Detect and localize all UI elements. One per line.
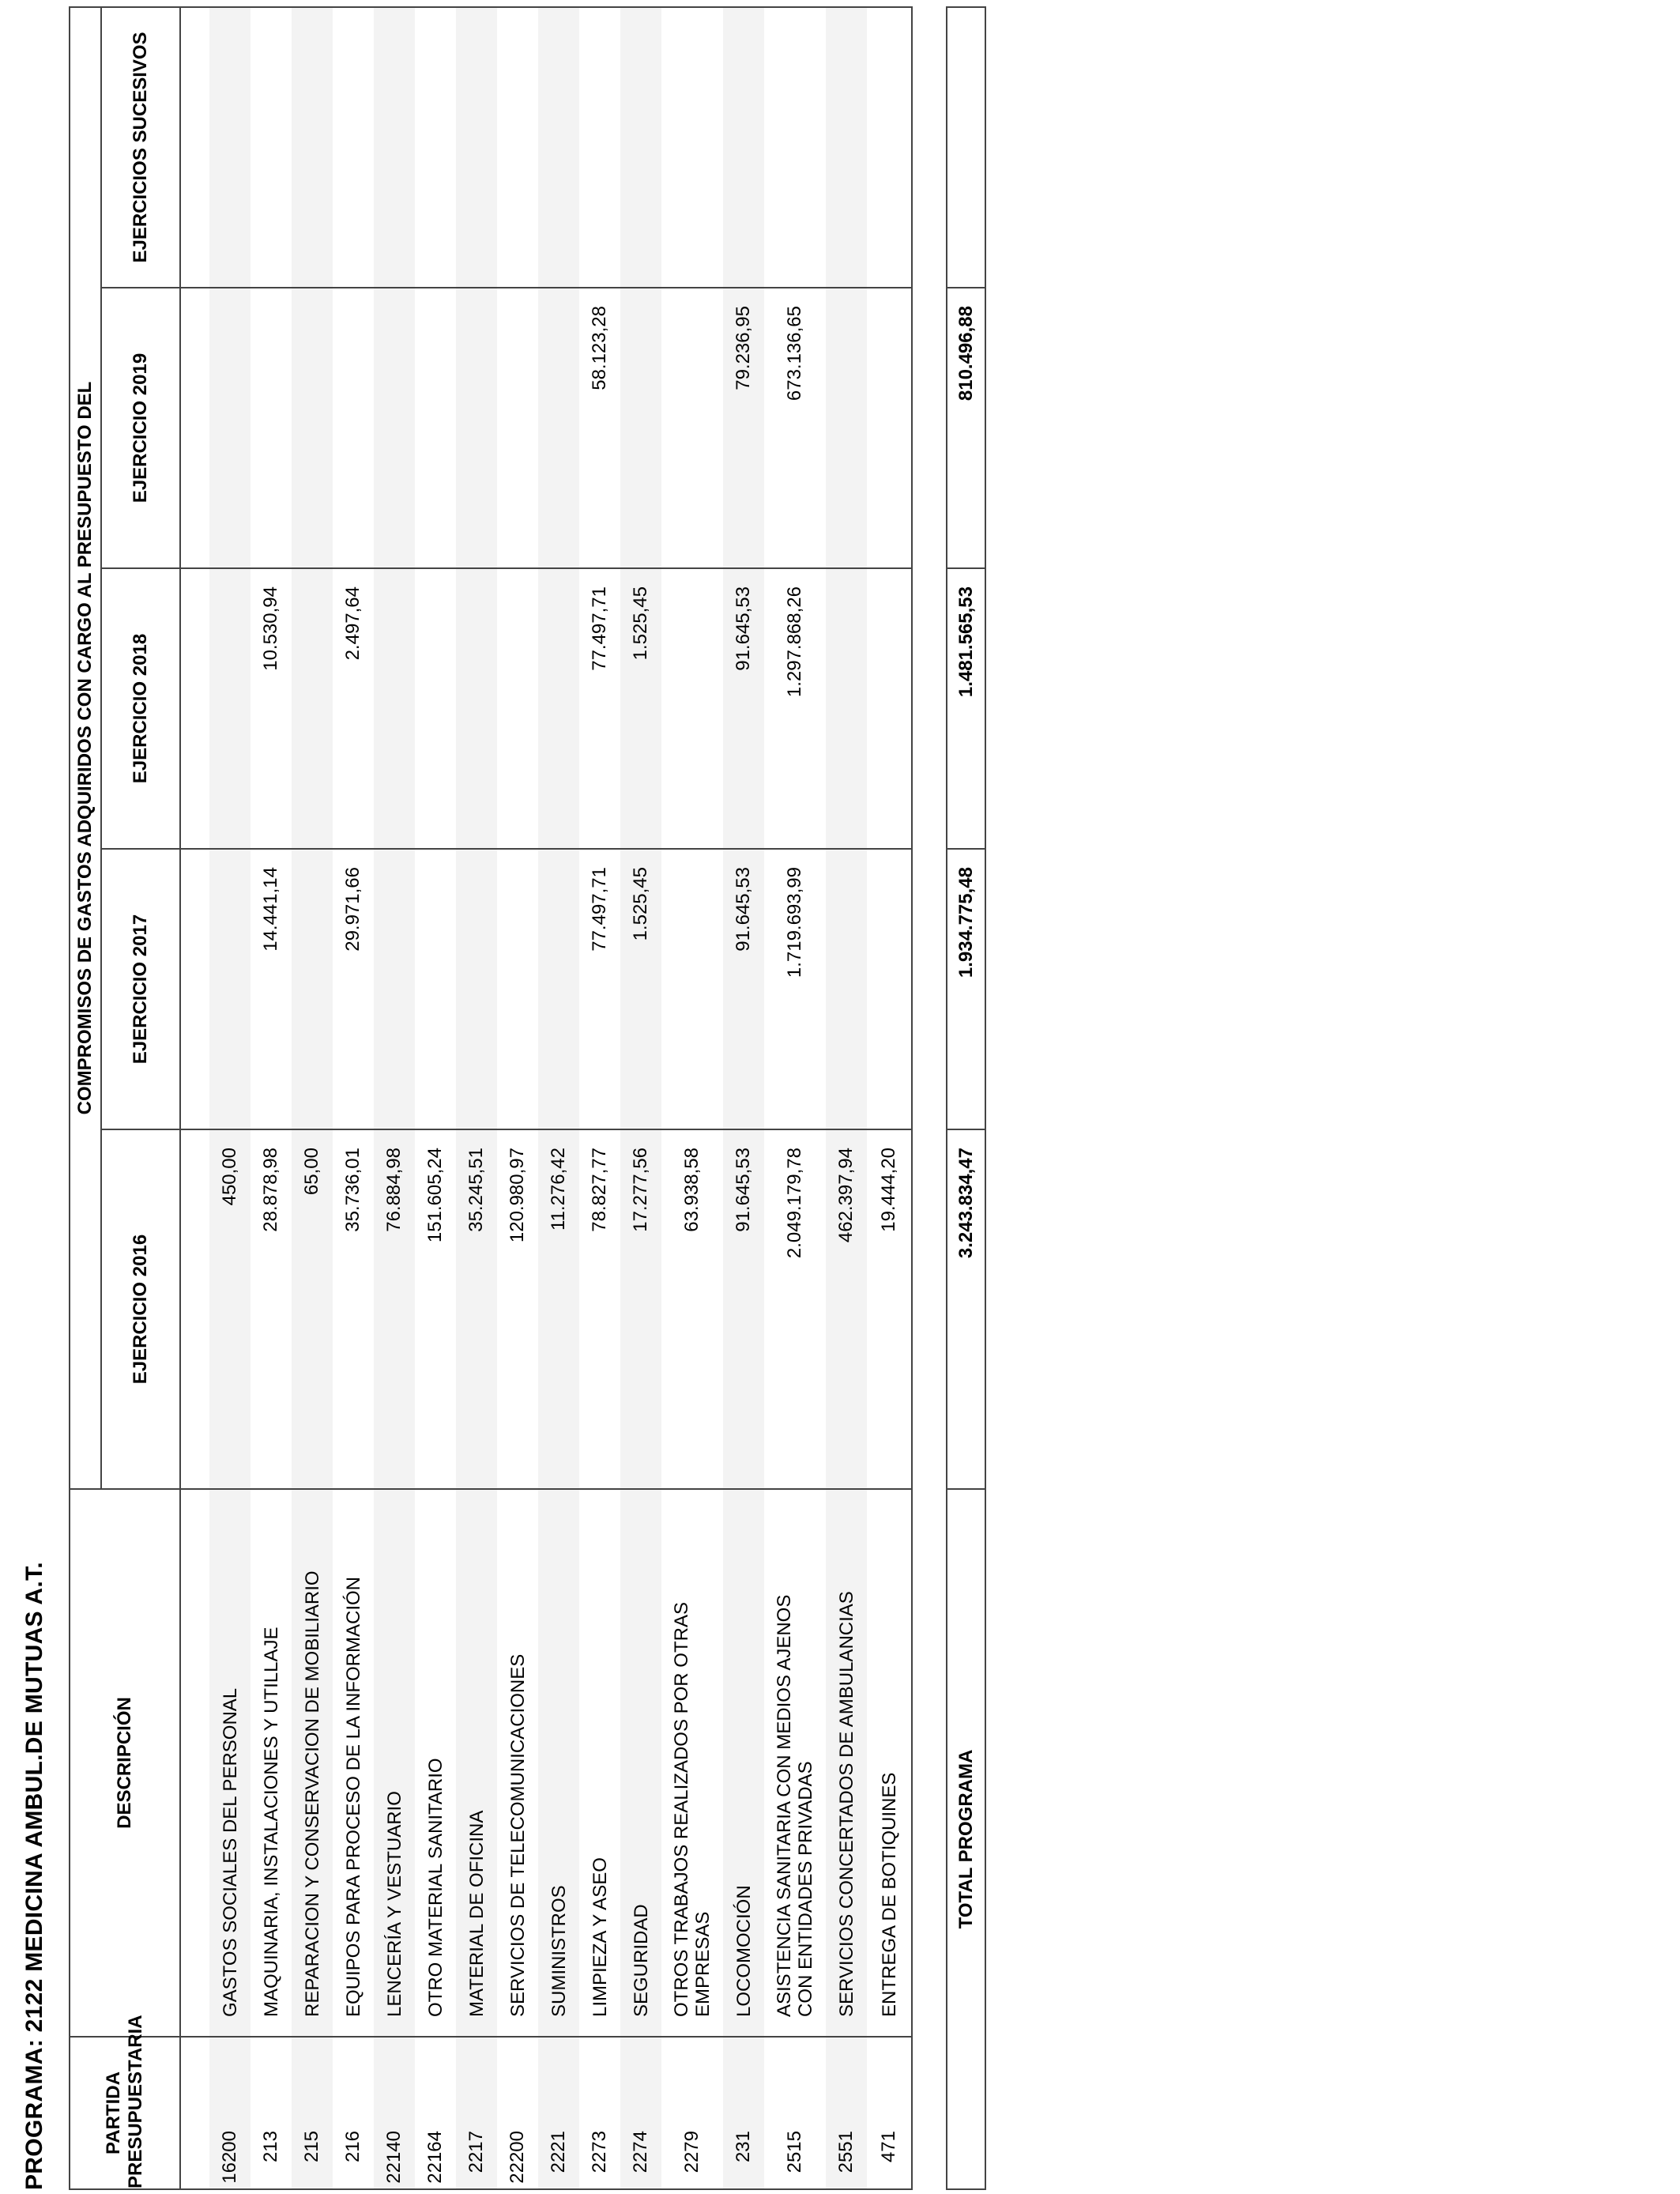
descripcion-cell: EQUIPOS PARA PROCESO DE LA INFORMACIÓN <box>333 1489 374 2037</box>
header-compromisos: COMPROMISOS DE GASTOS ADQUIRIDOS CON CARGO AL PRESUPUESTO DEL <box>70 7 101 1489</box>
ejercicio-2018-cell: 2.497,64 <box>333 568 374 849</box>
ejercicio-2016-cell: 450,00 <box>209 1129 250 1489</box>
ejercicio-2018-cell <box>456 568 497 849</box>
header-ejercicio-2018: EJERCICIO 2018 <box>101 568 180 849</box>
ejercicio-2018-cell: 1.297.868,26 <box>764 568 826 849</box>
ejercicio-2017-cell <box>415 849 456 1129</box>
header-ejercicios-sucesivos: EJERCICIOS SUCESIVOS <box>101 7 180 288</box>
ejercicio-2018-cell: 10.530,94 <box>250 568 292 849</box>
partida-cell: 2551 <box>826 2037 867 2189</box>
descripcion-cell: LENCERÍA Y VESTUARIO <box>374 1489 415 2037</box>
descripcion-cell: ENTREGA DE BOTIQUINES <box>867 1489 912 2037</box>
header-ejercicio-2019: EJERCICIO 2019 <box>101 288 180 568</box>
ejercicio-2018-cell <box>826 568 867 849</box>
ejercicio-2019-cell <box>415 288 456 568</box>
ejercicio-2018-cell <box>415 568 456 849</box>
partida-cell: 2221 <box>538 2037 579 2189</box>
ejercicios-sucesivos-cell <box>250 7 292 288</box>
partida-cell: 2279 <box>661 2037 723 2189</box>
partida-cell: 2515 <box>764 2037 826 2189</box>
partida-cell: 216 <box>333 2037 374 2189</box>
ejercicio-2017-cell: 77.497,71 <box>579 849 620 1129</box>
ejercicio-2016-cell: 35.736,01 <box>333 1129 374 1489</box>
ejercicios-sucesivos-cell <box>374 7 415 288</box>
ejercicios-sucesivos-cell <box>661 7 723 288</box>
ejercicio-2019-cell <box>867 288 912 568</box>
table-row <box>292 7 333 2189</box>
ejercicio-2018-cell <box>867 568 912 849</box>
descripcion-cell: REPARACION Y CONSERVACION DE MOBILIARIO <box>292 1489 333 2037</box>
ejercicio-2018-cell <box>661 568 723 849</box>
ejercicio-2019-cell <box>826 288 867 568</box>
ejercicio-2017-cell <box>538 849 579 1129</box>
ejercicio-2019-cell <box>538 288 579 568</box>
total-2016: 3.243.834,47 <box>947 1129 985 1489</box>
ejercicio-2017-cell <box>374 849 415 1129</box>
descripcion-cell: OTRO MATERIAL SANITARIO <box>415 1489 456 2037</box>
ejercicios-sucesivos-cell <box>497 7 538 288</box>
table-row <box>374 7 415 2189</box>
ejercicio-2016-cell: 2.049.179,78 <box>764 1129 826 1489</box>
ejercicio-2017-cell <box>661 849 723 1129</box>
ejercicio-2019-cell <box>250 288 292 568</box>
ejercicios-sucesivos-cell <box>620 7 661 288</box>
table-row <box>620 7 661 2189</box>
ejercicios-sucesivos-cell <box>333 7 374 288</box>
ejercicio-2018-cell <box>292 568 333 849</box>
header-ejercicio-2017: EJERCICIO 2017 <box>101 849 180 1129</box>
table-row <box>579 7 620 2189</box>
descripcion-cell: LIMPIEZA Y ASEO <box>579 1489 620 2037</box>
ejercicios-sucesivos-cell <box>723 7 764 288</box>
ejercicio-2018-cell: 1.525,45 <box>620 568 661 849</box>
budget-table <box>69 6 913 2190</box>
partida-cell: 2274 <box>620 2037 661 2189</box>
ejercicio-2016-cell: 120.980,97 <box>497 1129 538 1489</box>
ejercicio-2016-cell: 35.245,51 <box>456 1129 497 1489</box>
descripcion-cell: MATERIAL DE OFICINA <box>456 1489 497 2037</box>
partida-cell: 22164 <box>415 2037 456 2189</box>
total-2017: 1.934.775,48 <box>947 849 985 1129</box>
ejercicio-2017-cell: 1.525,45 <box>620 849 661 1129</box>
total-2018: 1.481.565,53 <box>947 568 985 849</box>
ejercicios-sucesivos-cell <box>867 7 912 288</box>
ejercicio-2016-cell: 63.938,58 <box>661 1129 723 1489</box>
ejercicios-sucesivos-cell <box>292 7 333 288</box>
total-2019: 810.496,88 <box>947 288 985 568</box>
ejercicio-2019-cell <box>620 288 661 568</box>
ejercicios-sucesivos-cell <box>826 7 867 288</box>
page-title: PROGRAMA: 2122 MEDICINA AMBUL.DE MUTUAS A.T. <box>21 1562 47 2190</box>
ejercicios-sucesivos-cell <box>415 7 456 288</box>
ejercicio-2019-cell <box>456 288 497 568</box>
total-sucesivos <box>947 7 985 288</box>
table-row <box>415 7 456 2189</box>
table-row <box>764 7 826 2189</box>
descripcion-cell: SUMINISTROS <box>538 1489 579 2037</box>
ejercicio-2019-cell <box>374 288 415 568</box>
table-row <box>209 7 250 2189</box>
ejercicio-2018-cell: 91.645,53 <box>723 568 764 849</box>
total-table <box>946 6 986 2190</box>
ejercicio-2016-cell: 76.884,98 <box>374 1129 415 1489</box>
ejercicio-2017-cell: 1.719.693,99 <box>764 849 826 1129</box>
descripcion-cell: SERVICIOS CONCERTADOS DE AMBULANCIAS <box>826 1489 867 2037</box>
descripcion-cell: OTROS TRABAJOS REALIZADOS POR OTRAS EMPRESAS <box>661 1489 723 2037</box>
ejercicio-2016-cell: 65,00 <box>292 1129 333 1489</box>
ejercicios-sucesivos-cell <box>209 7 250 288</box>
partida-cell: 213 <box>250 2037 292 2189</box>
ejercicios-sucesivos-cell <box>764 7 826 288</box>
ejercicio-2016-cell: 151.605,24 <box>415 1129 456 1489</box>
partida-cell: 471 <box>867 2037 912 2189</box>
ejercicio-2016-cell: 19.444,20 <box>867 1129 912 1489</box>
descripcion-cell: ASISTENCIA SANITARIA CON MEDIOS AJENOS CON ENTIDADES PRIVADAS <box>764 1489 826 2037</box>
partida-cell: 22140 <box>374 2037 415 2189</box>
ejercicio-2019-cell <box>333 288 374 568</box>
ejercicio-2017-cell <box>292 849 333 1129</box>
ejercicio-2016-cell: 78.827,77 <box>579 1129 620 1489</box>
ejercicio-2019-cell <box>209 288 250 568</box>
ejercicios-sucesivos-cell <box>579 7 620 288</box>
ejercicio-2017-cell: 91.645,53 <box>723 849 764 1129</box>
ejercicio-2018-cell <box>374 568 415 849</box>
total-row <box>947 7 985 2189</box>
ejercicio-2016-cell: 11.276,42 <box>538 1129 579 1489</box>
partida-cell: 231 <box>723 2037 764 2189</box>
header-ejercicio-2016: EJERCICIO 2016 <box>101 1129 180 1489</box>
header-descripcion: DESCRIPCIÓN <box>70 1489 180 2037</box>
ejercicio-2018-cell <box>497 568 538 849</box>
ejercicio-2016-cell: 91.645,53 <box>723 1129 764 1489</box>
table-row <box>723 7 764 2189</box>
descripcion-cell: GASTOS SOCIALES DEL PERSONAL <box>209 1489 250 2037</box>
ejercicio-2019-cell: 673.136,65 <box>764 288 826 568</box>
ejercicio-2016-cell: 28.878,98 <box>250 1129 292 1489</box>
partida-cell: 2273 <box>579 2037 620 2189</box>
ejercicio-2017-cell <box>826 849 867 1129</box>
partida-cell: 16200 <box>209 2037 250 2189</box>
descripcion-cell: LOCOMOCIÓN <box>723 1489 764 2037</box>
ejercicio-2017-cell <box>867 849 912 1129</box>
descripcion-cell: SERVICIOS DE TELECOMUNICACIONES <box>497 1489 538 2037</box>
ejercicio-2016-cell: 462.397,94 <box>826 1129 867 1489</box>
ejercicio-2017-cell <box>456 849 497 1129</box>
partida-cell: 215 <box>292 2037 333 2189</box>
table-row <box>661 7 723 2189</box>
descripcion-cell: MAQUINARIA, INSTALACIONES Y UTILLAJE <box>250 1489 292 2037</box>
ejercicio-2017-cell: 14.441,14 <box>250 849 292 1129</box>
table-row <box>538 7 579 2189</box>
spacer-row <box>180 7 209 2189</box>
table-row <box>497 7 538 2189</box>
ejercicio-2019-cell: 58.123,28 <box>579 288 620 568</box>
descripcion-cell: SEGURIDAD <box>620 1489 661 2037</box>
partida-cell: 22200 <box>497 2037 538 2189</box>
ejercicio-2019-cell <box>497 288 538 568</box>
ejercicio-2017-cell <box>497 849 538 1129</box>
ejercicios-sucesivos-cell <box>538 7 579 288</box>
ejercicio-2019-cell: 79.236,95 <box>723 288 764 568</box>
ejercicio-2019-cell <box>292 288 333 568</box>
ejercicio-2018-cell: 77.497,71 <box>579 568 620 849</box>
ejercicio-2017-cell: 29.971,66 <box>333 849 374 1129</box>
table-row <box>867 7 912 2189</box>
ejercicio-2018-cell <box>538 568 579 849</box>
partida-cell: 2217 <box>456 2037 497 2189</box>
ejercicio-2017-cell <box>209 849 250 1129</box>
table-row <box>333 7 374 2189</box>
table-row <box>250 7 292 2189</box>
table-row <box>826 7 867 2189</box>
table-row <box>456 7 497 2189</box>
ejercicio-2018-cell <box>209 568 250 849</box>
ejercicio-2016-cell: 17.277,56 <box>620 1129 661 1489</box>
ejercicios-sucesivos-cell <box>456 7 497 288</box>
ejercicio-2019-cell <box>661 288 723 568</box>
total-label: TOTAL PROGRAMA <box>947 1489 985 2189</box>
header-partida: PARTIDA PRESUPUESTARIA <box>70 2037 180 2189</box>
